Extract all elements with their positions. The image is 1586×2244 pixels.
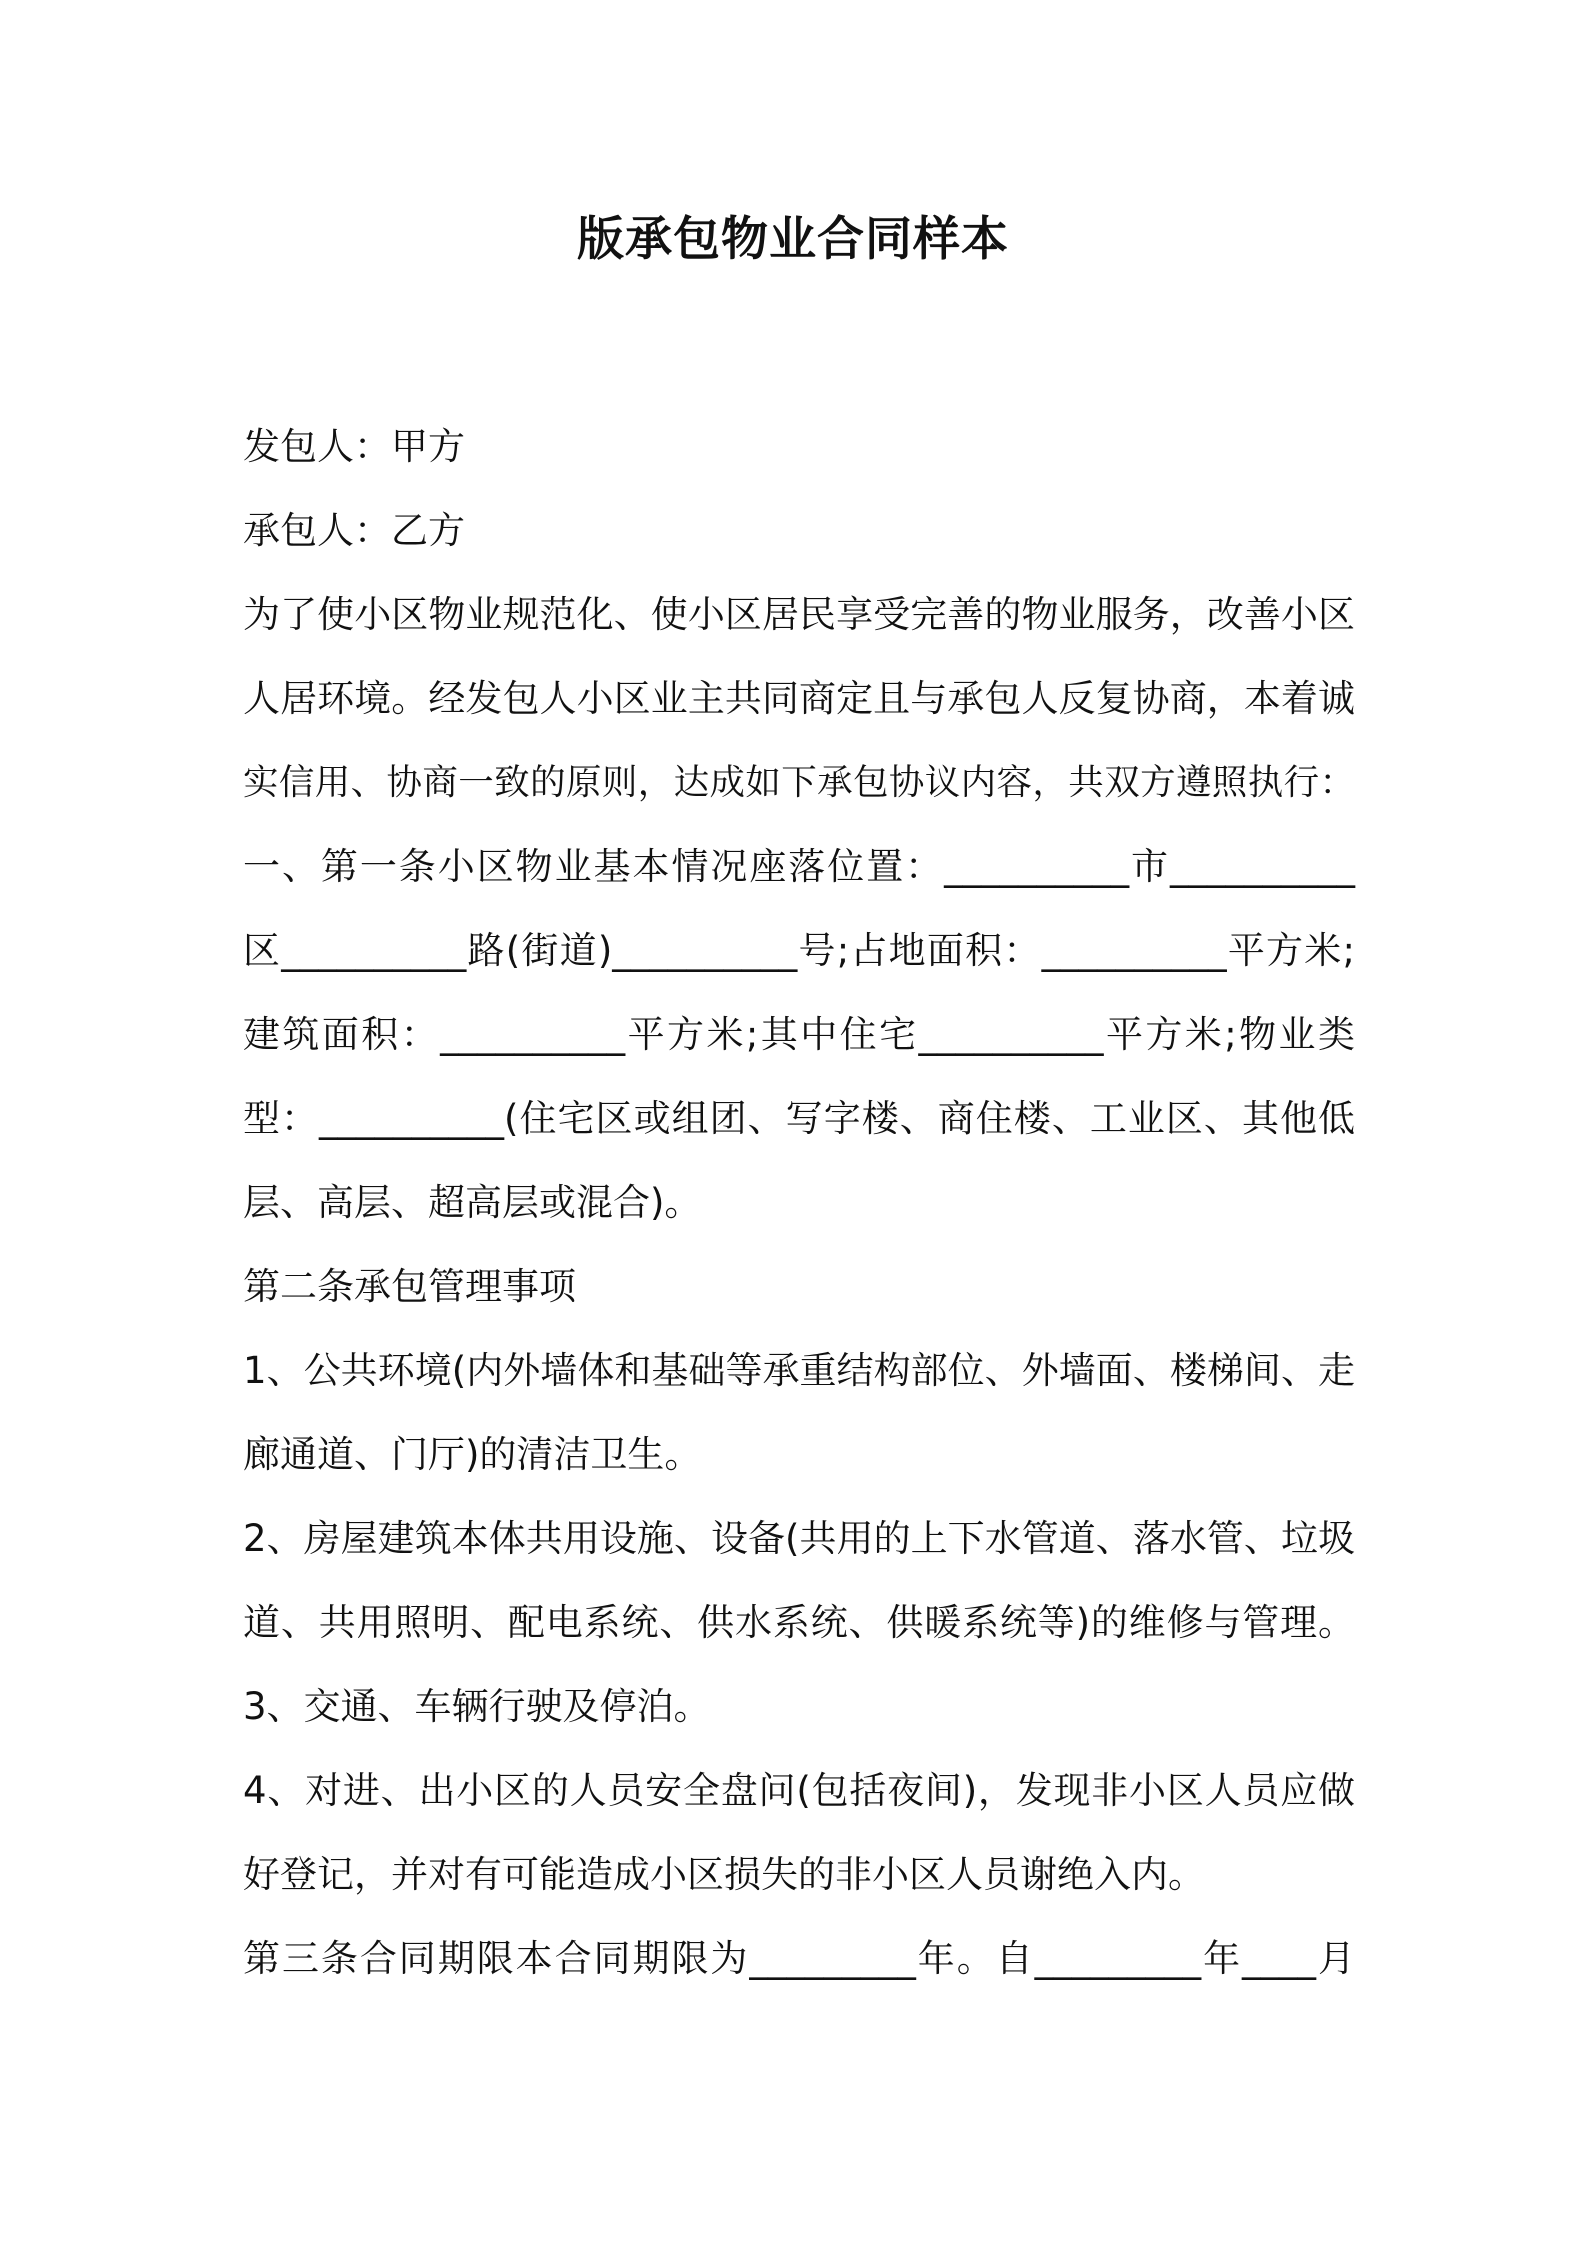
article-2-item-4-line-2: 好登记，并对有可能造成小区损失的非小区人员谢绝入内。 xyxy=(243,1853,1205,1896)
article-1-line-2: 区__________路(街道)__________号;占地面积：__________平方米; xyxy=(243,929,1355,972)
preamble-line-2: 人居环境。经发包人小区业主共同商定且与承包人反复协商，本着诚 xyxy=(243,677,1355,720)
party-b-line: 承包人：乙方 xyxy=(243,509,465,552)
document-body xyxy=(243,405,1355,2001)
document-title: 版承包物业合同样本 xyxy=(577,212,1009,267)
article-2-item-4-line-1: 4、对进、出小区的人员安全盘问(包括夜间)，发现非小区人员应做 xyxy=(243,1769,1355,1812)
article-2-item-1-line-2: 廊通道、门厅)的清洁卫生。 xyxy=(243,1433,702,1476)
preamble-line-3: 实信用、协商一致的原则，达成如下承包协议内容，共双方遵照执行： xyxy=(243,762,1355,803)
article-3-line-1: 第三条合同期限本合同期限为_________年。自_________年____月 xyxy=(243,1937,1355,1980)
article-1-line-5: 层、高层、超高层或混合)。 xyxy=(243,1181,702,1224)
article-2-item-2-line-1: 2、房屋建筑本体共用设施、设备(共用的上下水管道、落水管、垃圾 xyxy=(243,1517,1355,1560)
article-1-line-3: 建筑面积：__________平方米;其中住宅__________平方米;物业类 xyxy=(243,1013,1355,1056)
article-2-item-2-line-2: 道、共用照明、配电系统、供水系统、供暖系统等)的维修与管理。 xyxy=(243,1601,1355,1644)
preamble-line-1: 为了使小区物业规范化、使小区居民享受完善的物业服务，改善小区 xyxy=(243,593,1355,636)
article-2-item-3: 3、交通、车辆行驶及停泊。 xyxy=(243,1685,711,1728)
article-2-heading: 第二条承包管理事项 xyxy=(243,1265,576,1308)
article-1-line-4: 型：__________(住宅区或组团、写字楼、商住楼、工业区、其他低 xyxy=(243,1097,1355,1140)
party-a-line: 发包人：甲方 xyxy=(243,425,465,468)
article-2-item-1-line-1: 1、公共环境(内外墙体和基础等承重结构部位、外墙面、楼梯间、走 xyxy=(243,1349,1355,1392)
article-1-line-1: 一、第一条小区物业基本情况座落位置：__________市__________ xyxy=(243,845,1355,888)
